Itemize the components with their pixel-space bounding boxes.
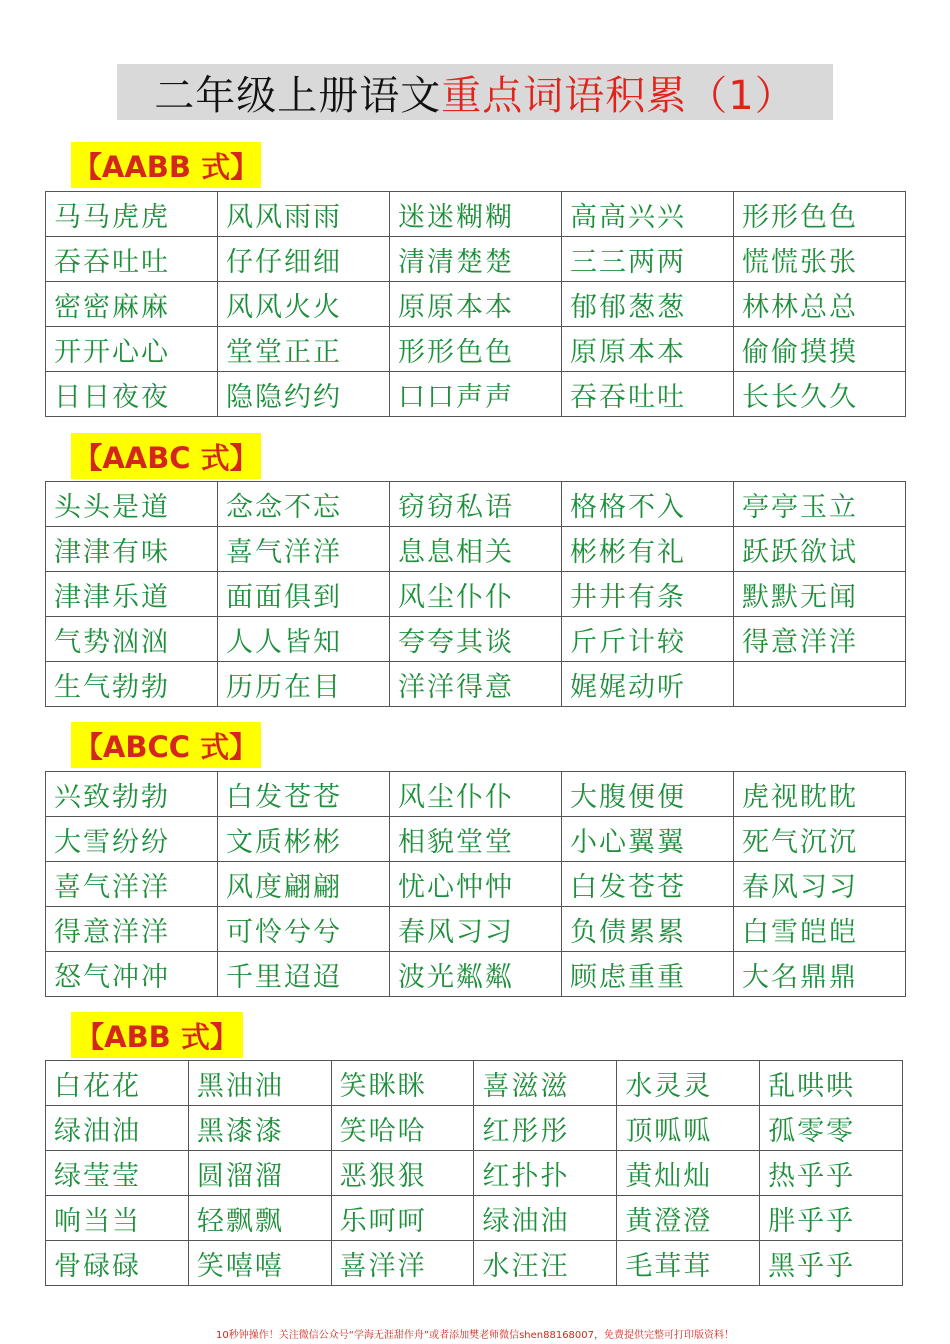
word-cell: 娓娓动听 <box>562 662 734 707</box>
word-cell: 大腹便便 <box>562 772 734 817</box>
word-cell: 喜滋滋 <box>474 1061 617 1106</box>
word-cell: 气势汹汹 <box>46 617 218 662</box>
word-cell: 井井有条 <box>562 572 734 617</box>
word-cell: 原原本本 <box>390 282 562 327</box>
word-cell: 得意洋洋 <box>734 617 906 662</box>
word-cell: 迷迷糊糊 <box>390 192 562 237</box>
table-row <box>46 817 906 862</box>
table-row <box>46 1061 903 1106</box>
word-cell: 兴致勃勃 <box>46 772 218 817</box>
word-cell: 长长久久 <box>734 372 906 417</box>
table-row <box>46 862 906 907</box>
word-cell: 喜洋洋 <box>331 1241 474 1286</box>
word-cell: 窃窃私语 <box>390 482 562 527</box>
word-cell: 黑漆漆 <box>188 1106 331 1151</box>
table-row <box>46 327 906 372</box>
word-cell: 红彤彤 <box>474 1106 617 1151</box>
table-row <box>46 662 906 707</box>
word-cell: 怒气冲冲 <box>46 952 218 997</box>
table-row <box>46 772 906 817</box>
word-cell: 顶呱呱 <box>617 1106 760 1151</box>
word-cell: 恶狠狠 <box>331 1151 474 1196</box>
word-cell: 三三两两 <box>562 237 734 282</box>
word-cell: 水灵灵 <box>617 1061 760 1106</box>
word-cell: 堂堂正正 <box>218 327 390 372</box>
title-red-part: 重点词语积累（1） <box>441 72 796 119</box>
word-cell: 春风习习 <box>734 862 906 907</box>
word-table-aabb <box>45 191 906 417</box>
word-cell: 密密麻麻 <box>46 282 218 327</box>
table-row <box>46 192 906 237</box>
word-cell: 大名鼎鼎 <box>734 952 906 997</box>
word-cell: 隐隐约约 <box>218 372 390 417</box>
word-cell: 高高兴兴 <box>562 192 734 237</box>
section-label-abcc: 【ABCC 式】 <box>71 722 261 768</box>
word-cell: 头头是道 <box>46 482 218 527</box>
word-cell: 毛茸茸 <box>617 1241 760 1286</box>
word-cell: 白发苍苍 <box>562 862 734 907</box>
word-cell: 波光粼粼 <box>390 952 562 997</box>
word-cell: 风尘仆仆 <box>390 572 562 617</box>
word-cell: 慌慌张张 <box>734 237 906 282</box>
word-cell: 默默无闻 <box>734 572 906 617</box>
word-cell: 面面俱到 <box>218 572 390 617</box>
table-row <box>46 1196 903 1241</box>
word-cell: 风度翩翩 <box>218 862 390 907</box>
word-cell: 黑乎乎 <box>760 1241 903 1286</box>
section-label-aabb: 【AABB 式】 <box>71 142 261 188</box>
word-cell: 形形色色 <box>390 327 562 372</box>
word-cell: 小心翼翼 <box>562 817 734 862</box>
section-label-abb: 【ABB 式】 <box>71 1012 243 1058</box>
word-cell: 绿油油 <box>474 1196 617 1241</box>
word-cell <box>734 662 906 707</box>
word-cell: 开开心心 <box>46 327 218 372</box>
word-table-abcc <box>45 771 906 997</box>
word-cell: 绿莹莹 <box>46 1151 189 1196</box>
table-row <box>46 1106 903 1151</box>
word-cell: 轻飘飘 <box>188 1196 331 1241</box>
word-table-abb <box>45 1060 903 1286</box>
word-cell: 清清楚楚 <box>390 237 562 282</box>
word-cell: 顾虑重重 <box>562 952 734 997</box>
word-cell: 圆溜溜 <box>188 1151 331 1196</box>
word-cell: 笑眯眯 <box>331 1061 474 1106</box>
section-label-aabc: 【AABC 式】 <box>71 433 261 479</box>
word-cell: 骨碌碌 <box>46 1241 189 1286</box>
word-cell: 乐呵呵 <box>331 1196 474 1241</box>
footer-note: 10秒钟操作！关注微信公众号“学海无涯甜作舟”或者添加樊老师微信shen88168007，免费提供完整可打印版资料！ <box>215 1330 735 1341</box>
word-cell: 响当当 <box>46 1196 189 1241</box>
word-cell: 白花花 <box>46 1061 189 1106</box>
word-cell: 口口声声 <box>390 372 562 417</box>
word-cell: 斤斤计较 <box>562 617 734 662</box>
word-cell: 息息相关 <box>390 527 562 572</box>
word-cell: 津津乐道 <box>46 572 218 617</box>
word-cell: 彬彬有礼 <box>562 527 734 572</box>
word-cell: 黑油油 <box>188 1061 331 1106</box>
word-cell: 热乎乎 <box>760 1151 903 1196</box>
table-row <box>46 617 906 662</box>
word-cell: 马马虎虎 <box>46 192 218 237</box>
word-cell: 念念不忘 <box>218 482 390 527</box>
word-cell: 形形色色 <box>734 192 906 237</box>
word-cell: 黄澄澄 <box>617 1196 760 1241</box>
word-cell: 原原本本 <box>562 327 734 372</box>
word-cell: 白雪皑皑 <box>734 907 906 952</box>
word-cell: 喜气洋洋 <box>218 527 390 572</box>
word-cell: 生气勃勃 <box>46 662 218 707</box>
word-cell: 风尘仆仆 <box>390 772 562 817</box>
table-row <box>46 952 906 997</box>
word-cell: 人人皆知 <box>218 617 390 662</box>
word-cell: 林林总总 <box>734 282 906 327</box>
word-cell: 胖乎乎 <box>760 1196 903 1241</box>
table-row <box>46 1151 903 1196</box>
word-cell: 跃跃欲试 <box>734 527 906 572</box>
word-cell: 日日夜夜 <box>46 372 218 417</box>
table-row <box>46 237 906 282</box>
word-cell: 风风火火 <box>218 282 390 327</box>
table-row <box>46 282 906 327</box>
page-title <box>117 64 833 120</box>
word-cell: 黄灿灿 <box>617 1151 760 1196</box>
word-cell: 文质彬彬 <box>218 817 390 862</box>
word-cell: 郁郁葱葱 <box>562 282 734 327</box>
word-cell: 风风雨雨 <box>218 192 390 237</box>
word-cell: 绿油油 <box>46 1106 189 1151</box>
word-cell: 可怜兮兮 <box>218 907 390 952</box>
word-cell: 笑嘻嘻 <box>188 1241 331 1286</box>
word-cell: 白发苍苍 <box>218 772 390 817</box>
word-cell: 春风习习 <box>390 907 562 952</box>
word-cell: 忧心忡忡 <box>390 862 562 907</box>
word-cell: 千里迢迢 <box>218 952 390 997</box>
word-cell: 格格不入 <box>562 482 734 527</box>
word-cell: 历历在目 <box>218 662 390 707</box>
word-cell: 孤零零 <box>760 1106 903 1151</box>
table-row <box>46 1241 903 1286</box>
table-row <box>46 527 906 572</box>
title-black-part: 二年级上册语文 <box>154 72 442 119</box>
word-table-aabc <box>45 481 906 707</box>
word-cell: 乱哄哄 <box>760 1061 903 1106</box>
word-cell: 吞吞吐吐 <box>562 372 734 417</box>
table-row <box>46 907 906 952</box>
word-cell: 相貌堂堂 <box>390 817 562 862</box>
word-cell: 偷偷摸摸 <box>734 327 906 372</box>
word-cell: 红扑扑 <box>474 1151 617 1196</box>
word-cell: 仔仔细细 <box>218 237 390 282</box>
word-cell: 喜气洋洋 <box>46 862 218 907</box>
table-row <box>46 482 906 527</box>
word-cell: 得意洋洋 <box>46 907 218 952</box>
table-row <box>46 372 906 417</box>
word-cell: 夸夸其谈 <box>390 617 562 662</box>
word-cell: 津津有味 <box>46 527 218 572</box>
word-cell: 大雪纷纷 <box>46 817 218 862</box>
word-cell: 死气沉沉 <box>734 817 906 862</box>
word-cell: 笑哈哈 <box>331 1106 474 1151</box>
word-cell: 负债累累 <box>562 907 734 952</box>
word-cell: 虎视眈眈 <box>734 772 906 817</box>
word-cell: 吞吞吐吐 <box>46 237 218 282</box>
word-cell: 洋洋得意 <box>390 662 562 707</box>
table-row <box>46 572 906 617</box>
word-cell: 亭亭玉立 <box>734 482 906 527</box>
word-cell: 水汪汪 <box>474 1241 617 1286</box>
